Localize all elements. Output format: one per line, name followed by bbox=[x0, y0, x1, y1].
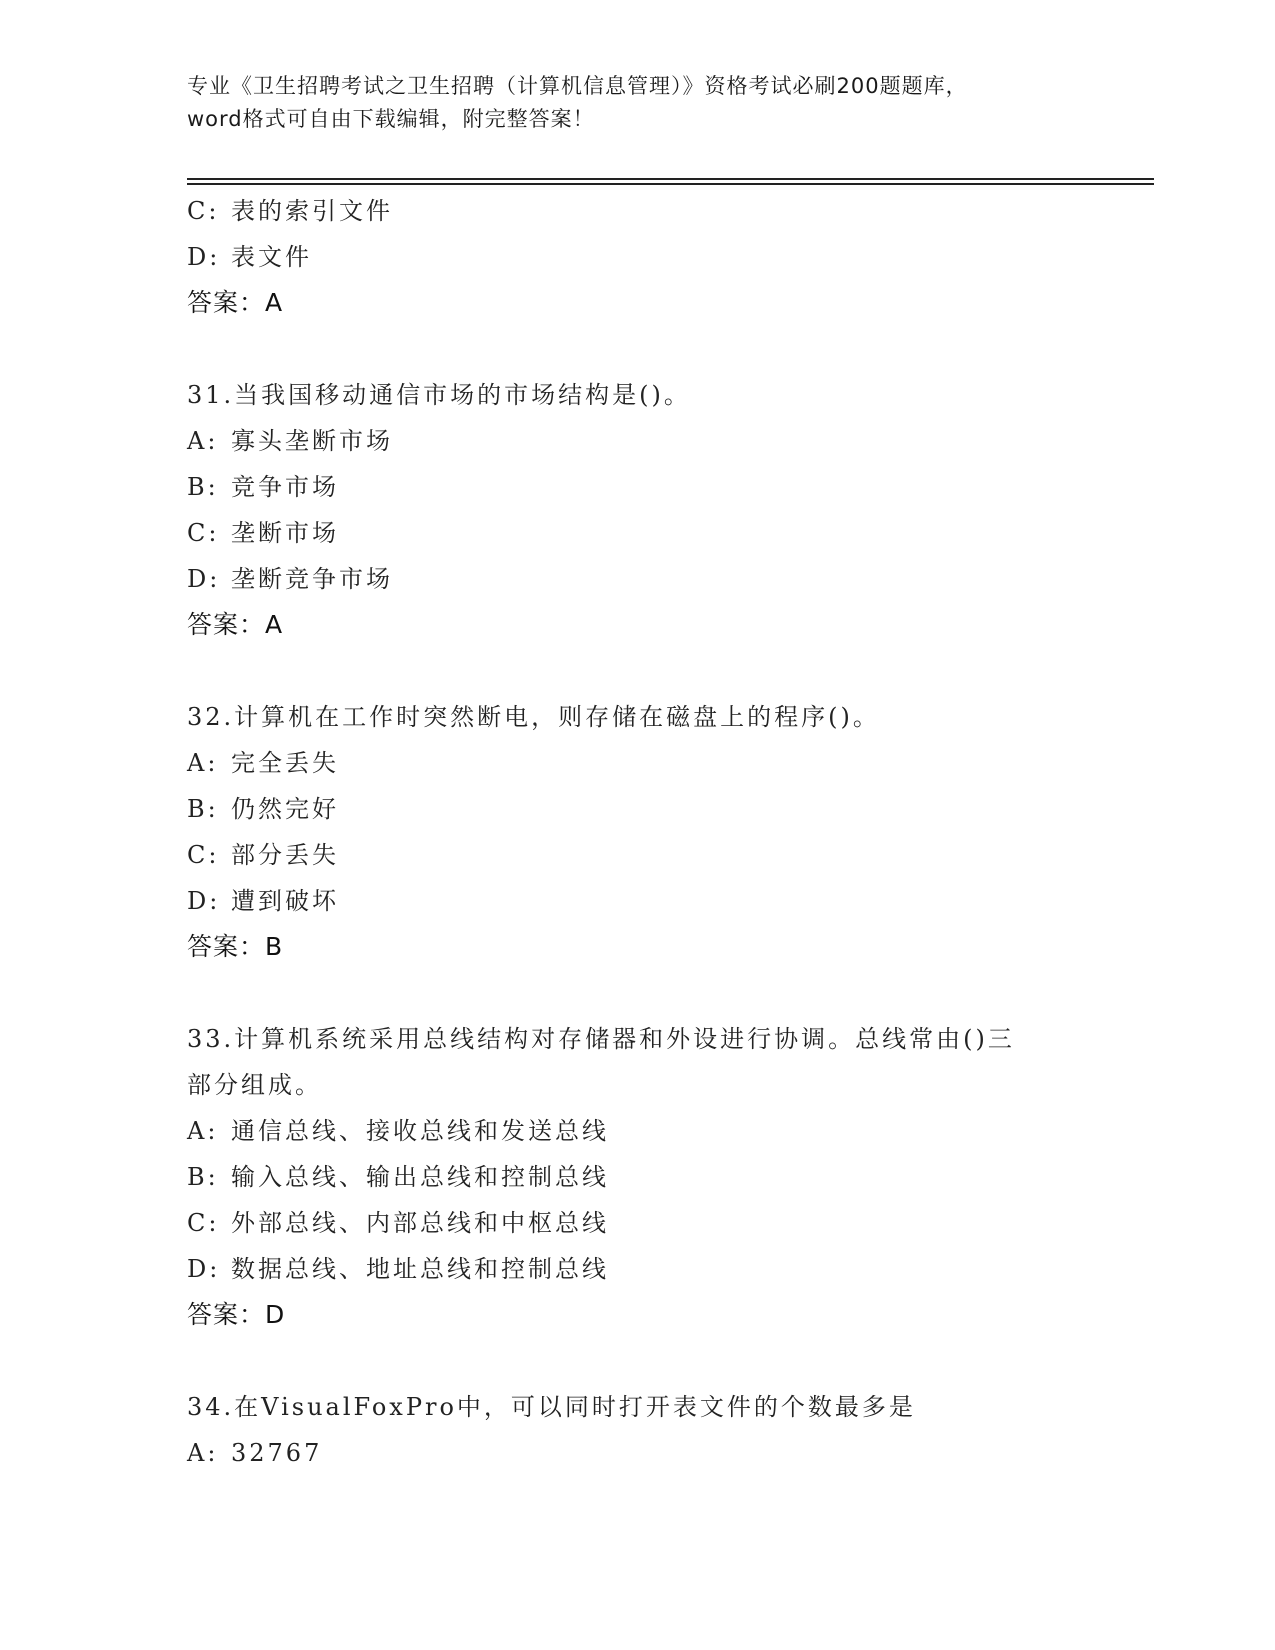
option-c bbox=[187, 188, 1087, 234]
option-text: 32767 bbox=[231, 1439, 323, 1467]
option-d bbox=[187, 878, 1087, 924]
option-text: 表的索引文件 bbox=[231, 197, 393, 225]
option-text: 垄断市场 bbox=[231, 519, 339, 547]
option-letter: A: bbox=[187, 427, 219, 455]
option-d bbox=[187, 234, 1087, 280]
option-c bbox=[187, 510, 1087, 556]
option-text: 遭到破坏 bbox=[231, 887, 339, 915]
option-c bbox=[187, 1200, 1087, 1246]
header-rule-bottom bbox=[187, 183, 1154, 185]
option-a bbox=[187, 1430, 1087, 1476]
option-letter: C: bbox=[187, 841, 220, 869]
document-header bbox=[187, 70, 1087, 136]
option-letter: A: bbox=[187, 1117, 219, 1145]
option-text: 垄断竞争市场 bbox=[231, 565, 393, 593]
option-letter: A: bbox=[187, 1439, 219, 1467]
option-text: 竞争市场 bbox=[231, 473, 339, 501]
question-33 bbox=[187, 1016, 1087, 1338]
option-letter: C: bbox=[187, 197, 220, 225]
option-text: 数据总线、地址总线和控制总线 bbox=[231, 1255, 609, 1283]
option-letter: D: bbox=[187, 887, 221, 915]
question-partial bbox=[187, 188, 1087, 326]
option-text: 寡头垄断市场 bbox=[231, 427, 393, 455]
option-d bbox=[187, 1246, 1087, 1292]
option-text: 部分丢失 bbox=[231, 841, 339, 869]
question-stem: 32.计算机在工作时突然断电，则存储在磁盘上的程序()。 bbox=[187, 703, 880, 731]
header-line-1: 专业《卫生招聘考试之卫生招聘（计算机信息管理）》资格考试必刷200题题库， bbox=[187, 74, 968, 98]
header-rule-top bbox=[187, 178, 1154, 180]
question-list bbox=[187, 188, 1087, 1476]
option-text: 输入总线、输出总线和控制总线 bbox=[231, 1163, 609, 1191]
option-letter: C: bbox=[187, 519, 220, 547]
option-a bbox=[187, 418, 1087, 464]
option-text: 仍然完好 bbox=[231, 795, 339, 823]
option-d bbox=[187, 556, 1087, 602]
option-b bbox=[187, 464, 1087, 510]
header-line-2: word格式可自由下载编辑，附完整答案！ bbox=[187, 107, 595, 131]
answer-line: 答案：A bbox=[187, 288, 284, 317]
question-34 bbox=[187, 1384, 1087, 1476]
question-stem-continued: 部分组成。 bbox=[187, 1071, 322, 1099]
option-a bbox=[187, 1108, 1087, 1154]
question-stem: 33.计算机系统采用总线结构对存储器和外设进行协调。总线常由()三 bbox=[187, 1025, 1015, 1053]
option-letter: D: bbox=[187, 565, 221, 593]
option-letter: B: bbox=[187, 795, 219, 823]
option-c bbox=[187, 832, 1087, 878]
option-text: 表文件 bbox=[231, 243, 312, 271]
option-text: 完全丢失 bbox=[231, 749, 339, 777]
option-letter: B: bbox=[187, 473, 219, 501]
option-b bbox=[187, 1154, 1087, 1200]
option-text: 通信总线、接收总线和发送总线 bbox=[231, 1117, 609, 1145]
question-stem: 34.在VisualFoxPro中，可以同时打开表文件的个数最多是 bbox=[187, 1393, 916, 1421]
answer-line: 答案：B bbox=[187, 932, 284, 961]
question-31 bbox=[187, 372, 1087, 648]
option-letter: A: bbox=[187, 749, 219, 777]
option-letter: C: bbox=[187, 1209, 220, 1237]
option-a bbox=[187, 740, 1087, 786]
option-b bbox=[187, 786, 1087, 832]
option-letter: D: bbox=[187, 1255, 221, 1283]
answer-line: 答案：A bbox=[187, 610, 284, 639]
option-text: 外部总线、内部总线和中枢总线 bbox=[231, 1209, 609, 1237]
question-stem: 31.当我国移动通信市场的市场结构是()。 bbox=[187, 381, 691, 409]
option-letter: B: bbox=[187, 1163, 219, 1191]
option-letter: D: bbox=[187, 243, 221, 271]
answer-line: 答案：D bbox=[187, 1300, 286, 1329]
question-32 bbox=[187, 694, 1087, 970]
